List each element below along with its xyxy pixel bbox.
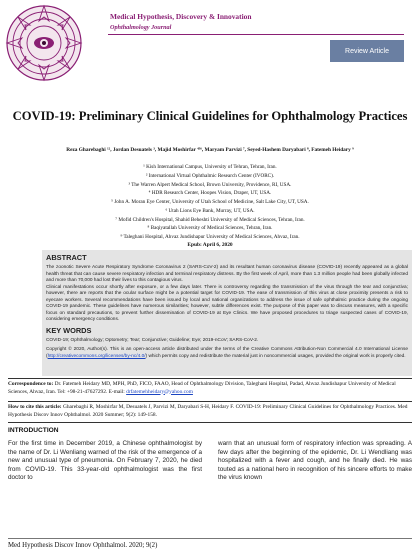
section-divider	[8, 378, 412, 379]
citation	[8, 404, 412, 419]
correspondence-email-link[interactable]: drfatemehheidary@yahoo.com	[126, 388, 193, 395]
article-type-badge: Review Article	[330, 40, 404, 62]
author-list: Reza Gharebaghi ¹², Jordan Desuatels ³, Majid Moshirfar ⁴⁵⁶, Maryam Parvizi ⁷, Seyed-Hashem Daryabari ⁸, Fatemeh Heidary ⁹	[66, 147, 354, 153]
abstract-body	[46, 265, 408, 324]
body-column-right: warn that an unusual form of respiratory infection was spreading. A few days after the beginning of the epidemic, Dr. Li Wendliang was hospitalized with a fever and cough, and he finally died. He was touted as a national hero in recognition of his sincere efforts to make the virus known	[218, 440, 412, 482]
correspondence-text: Dr. Fatemeh Heidary MD, MPH, PhD, FICO, FAAO, Head of Ophthalmology Division, Taleghani Hospital, Padad, Ahvaz Jundishapur University of Medical Sciences, Ahvaz, Iran. Tel: +98-21-47627292. E-mail:	[8, 381, 396, 395]
journal-subtitle: Ophthalmology Journal	[110, 24, 172, 31]
section-divider	[8, 422, 412, 423]
abstract-heading: ABSTRACT	[46, 253, 87, 262]
journal-logo-icon	[4, 3, 84, 83]
affiliation-item: ⁵ John A. Moran Eye Center, University of Utah School of Medicine, Salt Lake City, UT, USA.	[111, 199, 309, 205]
copyright-text: Copyright © 2020, Author(s). This is an open-access article distributed under the terms of the Creative Commons Attribution-Non Commercial 4.0 International License (	[46, 347, 408, 359]
article-title: COVID-19: Preliminary Clinical Guidelines for Ophthalmology Practices	[12, 109, 408, 123]
affiliation-item: ⁷ Mofid Children's Hospital, Shahid Beheshti University of Medical Sciences, Tehran, Iran.	[115, 216, 305, 223]
abstract-paragraph: Clinical manifestations occur shortly after exposure, or a few days later. There is controversy regarding the transmission of the virus through the tear and conjunctiva; however, there are reports that the ocular surface might be a potential target for COVID-19. The ease of transmission of this virus at close proximity presents a risk to eyecare workers. Several recommendations have been issued by local and national organizations to address the issue of safe ophthalmic practice during the ongoing COVID-19 pandemic. These guidelines have numerous similarities; however, subtle differences exist. The purpose of this paper was to discuss measures, with a specific focus on standard precautions, to prevent further dissemination of COVID-19 at Eye Clinics. We have proposed procedures to triage suspected cases of COVID-19, considering emergency conditions.	[46, 284, 408, 322]
introduction-heading: INTRODUCTION	[8, 427, 59, 434]
correspondence-label: Correspondence to:	[8, 381, 54, 387]
epub-date: Epub: April 6, 2020	[187, 242, 233, 248]
citation-label: How to cite this article:	[8, 404, 62, 410]
license-link[interactable]: http://creativecommons.org/licenses/by-nc/4.0/	[47, 353, 146, 359]
abstract-paragraph: The zoonotic Severe Acute Respiratory Syndrome Coronavirus 2 (SARS-CoV-2) and its resultant human coronavirus disease (COVID-19) recently appeared as a global health threat that can cause severe respiratory infection and terminal respiratory distress. By the first week of April, more than 1.3 million people had been globally infected and more than 70,000 had lost their lives to this contagious virus.	[46, 265, 408, 283]
affiliation-item: ³ The Warren Alpert Medical School, Brown University, Providence, RI, USA.	[128, 181, 292, 188]
journal-header	[0, 0, 420, 86]
copyright-notice	[46, 347, 408, 360]
header-divider	[108, 34, 404, 35]
affiliation-list	[8, 163, 412, 242]
keywords-text: COVID-19; Ophthalmology; Optometry; Tear; Conjunctive; Guideline; Eye; 2019-nCoV; SARS-CoV-2.	[46, 338, 259, 343]
affiliation-item: ² International Virtual Ophthalmic Research Center (IVORC).	[145, 172, 275, 179]
body-column-left: For the first time in December 2019, a Chinese ophthalmologist by the name of Dr. Li Wenliang warned of the risk of the emergence of a new and unusual type of pneumonia. On February 7, 2020, he died from COVID-19. This 33-year-old ophthalmologist was the first doctor to	[8, 440, 202, 482]
citation-text: Gharebaghi R, Moshirfar M, Desuatels J, Parvizi M, Daryabari S-H, Heidary F. COVID-19: Preliminary Clinical Guidelines for Ophthalmology Practices. Med Hypothesis Discov Innov Ophthalmol. 2020 Summer; 9(2): 149-158.	[8, 404, 408, 418]
section-divider	[8, 401, 412, 402]
keywords-heading: KEY WORDS	[46, 326, 92, 335]
page-footer: Med Hypothesis Discov Innov Ophthalmol. 2020; 9(2)	[8, 542, 158, 549]
abstract-box	[42, 250, 412, 376]
correspondence	[8, 381, 412, 396]
footer-divider	[8, 538, 412, 539]
affiliation-item: ⁶ Utah Lions Eye Bank, Murray, UT, USA.	[165, 207, 255, 214]
journal-title: Medical Hypothesis, Discovery & Innovation	[110, 12, 252, 21]
affiliation-item: ⁴ HDR Research Center, Hoopes Vision, Draper, UT, USA.	[148, 190, 272, 197]
affiliation-item: ⁹ Taleghani Hospital, Ahvaz Jundishapur University of Medical Sciences, Ahvaz, Iran.	[120, 234, 300, 240]
affiliation-item: ¹ Kish International Campus, University of Tehran, Tehran, Iran.	[143, 164, 277, 170]
copyright-text-end: ) which permits copy and redistribute the material just in noncommercial usages, provided the original work is properly cited.	[145, 353, 406, 359]
affiliation-item: ⁸ Baqiyatallah University of Medical Sciences, Tehran, Iran.	[147, 225, 273, 232]
